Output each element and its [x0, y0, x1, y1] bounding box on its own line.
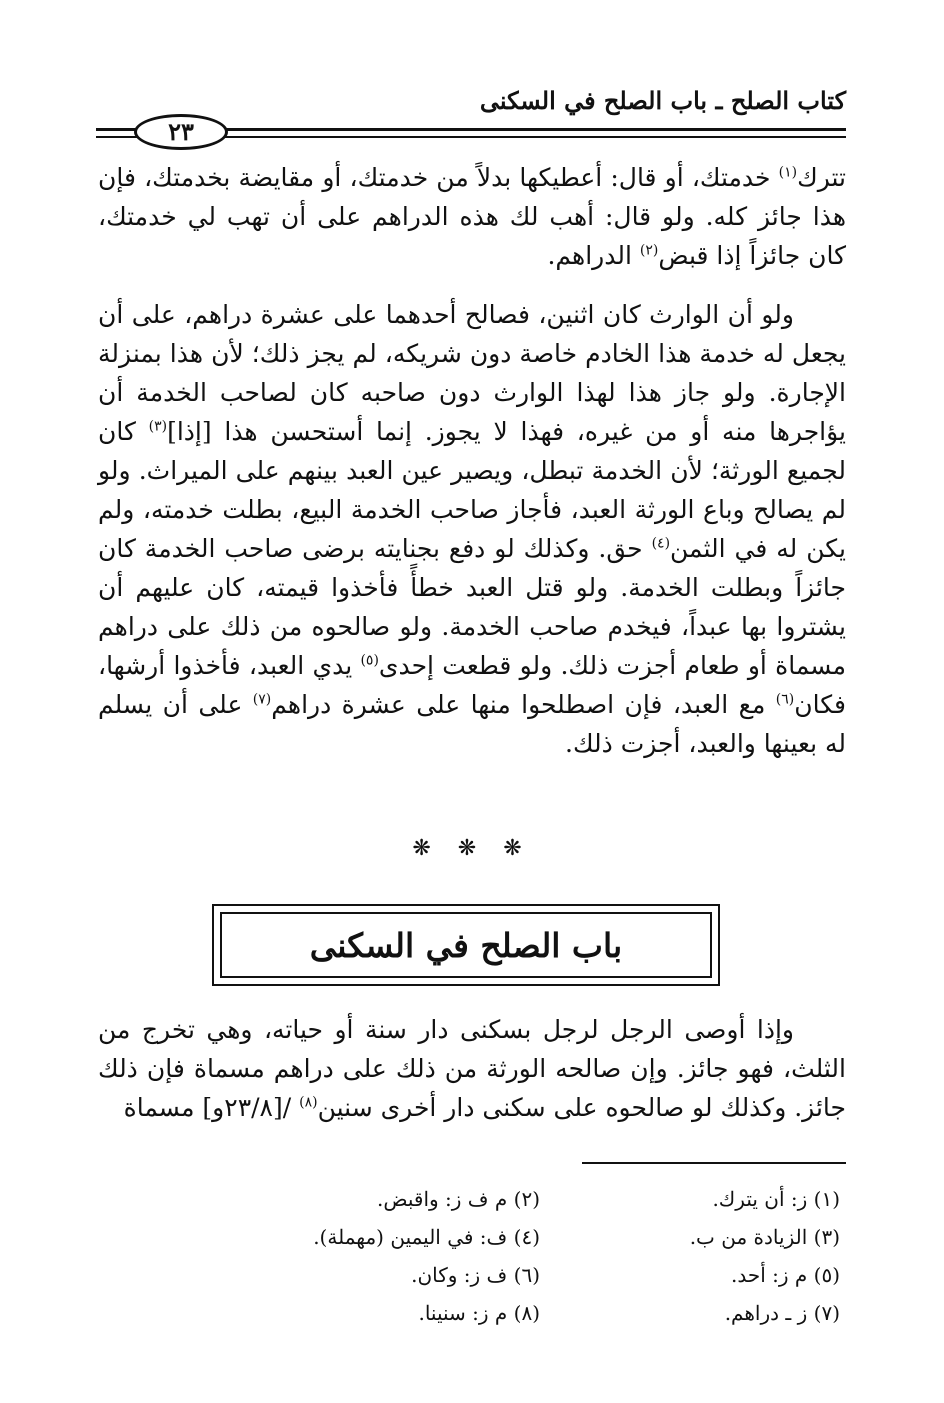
footnote: (٢) م ف ز: واقبض.	[377, 1187, 540, 1211]
paragraph	[98, 1010, 846, 1127]
chapter-title: باب الصلح في السكنى	[309, 925, 623, 965]
chapter-heading-frame	[212, 904, 720, 986]
footnote-marker: (٢)	[639, 242, 659, 259]
text-run: ولو أن الوارث كان اثنين، فصالح أحدهما على عشرة دراهم، على أن يجعل له خدمة هذا الخادم خاصة دون شريكه، لم يجز ذلك؛ لأن هذا بمنزلة الإجارة. ولو جاز هذا لهذا الوارث دون صاحبه كان لصاحب الخدمة أن يؤاجرها منه أو من غيره، فهذا لا يجوز. إنما أستحسن هذا [إذا]	[98, 300, 846, 446]
footnote-marker: (٥)	[360, 652, 379, 669]
text-run: الدراهم.	[547, 241, 640, 270]
footnote: (٦) ف ز: وكان.	[411, 1263, 540, 1287]
paragraph	[98, 295, 846, 763]
footnote-marker: (٦)	[775, 691, 795, 708]
footnote-marker: (٨)	[299, 1094, 318, 1111]
chapter-heading-inner-frame	[220, 912, 712, 978]
text-run: خدمتك، أو قال: أعطيكها بدلاً من خدمتك، أو مقايضة بخدمتك، فإن هذا جائز كله. ولو قال: أهب لك هذه الدراهم على أن تهب لي خدمتك، كان جائزاً إذا قبض	[98, 163, 846, 270]
footnote-row	[220, 1256, 840, 1294]
text-run: /[٢٣/٨و] مسماة	[123, 1093, 300, 1122]
footnote: (٤) ف: في اليمين (مهملة).	[313, 1225, 540, 1249]
footnote-row	[220, 1294, 840, 1332]
footnote-row	[220, 1180, 840, 1218]
footnote-separator	[582, 1162, 846, 1164]
footnote: (٣) الزيادة من ب.	[689, 1225, 840, 1249]
text-run: تترك	[797, 163, 846, 192]
footnote-row	[220, 1218, 840, 1256]
text-run: وإذا أوصى الرجل لرجل بسكنى دار سنة أو حياته، وهي تخرج من الثلث، فهو جائز. وإن صالحه الورثة من ذلك على دراهم مسماة فإن ذلك جائز. وكذلك لو صالحوه على سكنى دار أخرى سنين	[98, 1015, 846, 1122]
footnote: (٨) م ز: سنينا.	[418, 1301, 540, 1325]
footnotes	[220, 1180, 840, 1332]
text-run: يدي العبد، فأخذوا أرشها، فكان	[98, 651, 846, 719]
paragraph	[98, 158, 846, 275]
footnote-marker: (٣)	[148, 418, 168, 435]
text-run: كان لجميع الورثة؛ لأن الخدمة تبطل، ويصير عين العبد بينهم على الميراث. ولو لم يصالح وباع الورثة العبد، فأجاز صاحب الخدمة البيع، بطلت خدمته، ولم يكن له في الثمن	[98, 417, 846, 563]
main-text	[98, 158, 846, 763]
footnote: (١) ز: أن يترك.	[712, 1187, 840, 1211]
footnote: (٧) ز ـ دراهم.	[724, 1301, 840, 1325]
section-ornament: ❋ ❋ ❋	[412, 836, 532, 861]
text-run: مع العبد، فإن اصطلحوا منها على عشرة دراهم	[271, 690, 776, 719]
footnote-marker: (٧)	[252, 691, 272, 708]
text-run: على أن يسلم له بعينها والعبد، أجزت ذلك.	[98, 690, 846, 758]
footnote-marker: (١)	[778, 164, 798, 181]
footnote: (٥) م ز: أحد.	[731, 1263, 840, 1287]
chapter-text	[98, 1010, 846, 1127]
text-run: حق. وكذلك لو دفع بجنايته برضى صاحب الخدمة كان جائزاً وبطلت الخدمة. ولو قتل العبد خطأً فأخذوا قيمته، كان عليهم أن يشتروا بها عبداً، فيخدم صاحب الخدمة. ولو صالحوه من ذلك على دراهم مسماة أو طعام أجزت ذلك. ولو قطعت إحدى	[98, 534, 846, 680]
page-header	[96, 86, 846, 146]
footnote-marker: (٤)	[651, 535, 671, 552]
page-number: ٢٣	[134, 114, 228, 150]
running-title: كتاب الصلح ـ باب الصلح في السكنى	[479, 86, 846, 115]
